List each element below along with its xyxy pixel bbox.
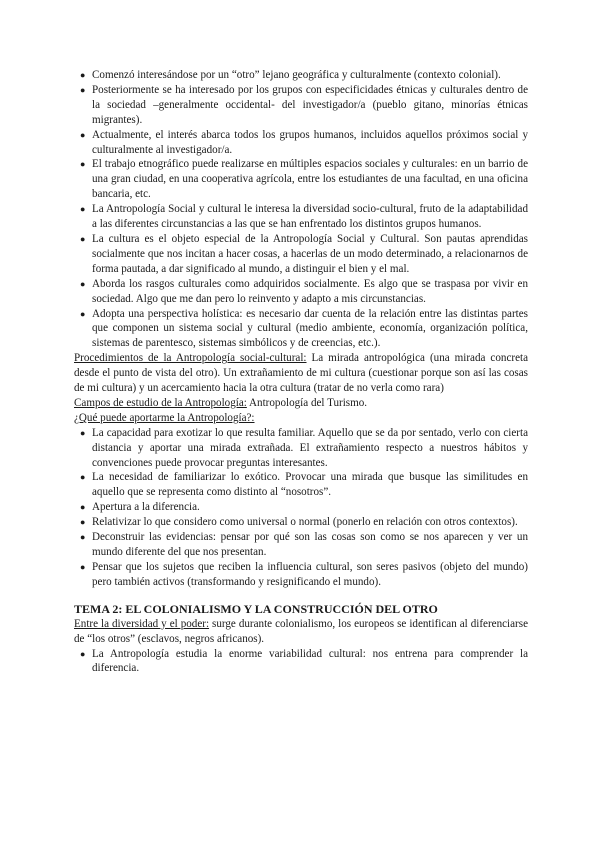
list-item: ● El trabajo etnográfico puede realizarse en múltiples espacios sociales y culturales: en un barrio de una gran ciudad, en una cooperativa agrícola, entre los estudiantes de una facultad, en una oficina bancaria, etc.: [80, 158, 528, 201]
procedimientos-paragraph: [74, 351, 528, 396]
list-item: ● Apertura a la diferencia.: [80, 501, 200, 514]
list-item: ● Relativizar lo que considero como universal o normal (ponerlo en relación con otros contextos).: [80, 516, 518, 529]
tema2-bullet-list: [74, 647, 528, 677]
list-item: ● Aborda los rasgos culturales como adquiridos socialmente. Es algo que se traspasa por vivir en sociedad. Algo que me dan pero lo reinvento y adapto a mis circunstancias.: [80, 277, 528, 305]
campos-paragraph: [74, 396, 528, 411]
bullet-icon: ●: [80, 517, 86, 528]
bullet-icon: ●: [80, 427, 86, 438]
tema2-intro-label: Entre la diversidad y el poder:: [74, 617, 210, 630]
bullet-icon: ●: [80, 70, 86, 80]
list-item: ● La capacidad para exotizar lo que resulta familiar. Aquello que se da por sentado, verlo con cierta distancia y aportar una mirada extrañada. El extrañamiento respecto a nuestros hábitos y convenciones puede provocar preguntas interesantes.: [80, 426, 528, 469]
bullet-icon: ●: [80, 233, 86, 244]
aportar-label: ¿Qué puede aportarme la Antropología?:: [74, 411, 255, 424]
procedimientos-text: La mirada antropológica (una mirada concreta desde el punto de vista del otro). Un extrañamiento de mi cultura (cuestionar porque son así las cosas de mi cultura) y un acercamiento hacia la otra cultura (tratar de no verla como rara): [74, 352, 528, 395]
bullet-icon: ●: [80, 84, 86, 95]
bullet-icon: ●: [80, 204, 86, 215]
campos-text: Antropología del Turismo.: [246, 396, 368, 409]
list-item: ● La necesidad de familiarizar lo exótico. Provocar una mirada que busque las similitudes en aquello que se representa como distinto al “nosotros”.: [80, 471, 528, 499]
tema2-intro-paragraph: [74, 617, 528, 647]
bullet-icon: ●: [80, 532, 86, 543]
aportar-bullet-list: [74, 426, 528, 590]
tema2-heading: TEMA 2: EL COLONIALISMO Y LA CONSTRUCCIÓN DEL OTRO: [74, 601, 438, 616]
tema2-intro-text: surge durante colonialismo, los europeos se identifican al diferenciarse de “los otros” (esclavos, negros africanos).: [74, 617, 528, 645]
list-item: ● Comenzó interesándose por un “otro” lejano geográfica y culturalmente (contexto colonial).: [80, 69, 501, 81]
list-item: ● Pensar que los sujetos que reciben la influencia cultural, son seres pasivos (objeto del mundo) pero también activos (transformando y resignificando el mundo).: [80, 560, 528, 588]
intro-bullet-list: [74, 68, 528, 351]
list-item: ● La Antropología Social y cultural le interesa la diversidad socio-cultural, fruto de la adaptabilidad a las diferentes circunstancias a las que se han enfrentado los distintos grupos humanos.: [80, 203, 528, 231]
bullet-icon: ●: [80, 308, 86, 319]
bullet-icon: ●: [80, 648, 86, 659]
list-item: ● La Antropología estudia la enorme variabilidad cultural: nos entrena para comprender la diferencia.: [80, 647, 528, 675]
bullet-icon: ●: [80, 561, 86, 572]
aportar-heading: [74, 411, 528, 426]
procedimientos-label: Procedimientos de la Antropología social-cultural:: [74, 352, 307, 365]
bullet-icon: ●: [80, 129, 86, 140]
bullet-icon: ●: [80, 159, 86, 170]
bullet-icon: ●: [80, 502, 86, 513]
list-item: ● La cultura es el objeto especial de la Antropología Social y Cultural. Son pautas aprendidas socialmente que nos incitan a hacer cosas, a hacerlas de un modo determinado, a relacionarnos de forma pautada, a dar significado al mundo, a distinguir el bien y el mal.: [80, 232, 528, 275]
bullet-icon: ●: [80, 472, 86, 483]
campos-label: Campos de estudio de la Antropología:: [74, 396, 247, 409]
list-item: ● Actualmente, el interés abarca todos los grupos humanos, incluidos aquellos próximos social y culturalmente al investigador/a.: [80, 128, 528, 156]
document-page: [74, 68, 528, 676]
list-item: ● Posteriormente se ha interesado por los grupos con especificidades étnicas y culturales dentro de la sociedad –generalmente occidental- del investigador/a (pueblo gitano, minorías étnicas migrantes).: [80, 83, 528, 126]
bullet-icon: ●: [80, 278, 86, 289]
list-item: ● Adopta una perspectiva holística: es necesario dar cuenta de la relación entre las distintas partes que componen un sistema social y cultural (medio ambiente, economía, organización política, sistemas de parentesco, sistemas simbólicos y de creencias, etc.).: [80, 307, 528, 350]
list-item: ● Deconstruir las evidencias: pensar por qué son las cosas son como se nos aparecen y ver un mundo diferente del que nos presentan.: [80, 531, 528, 558]
